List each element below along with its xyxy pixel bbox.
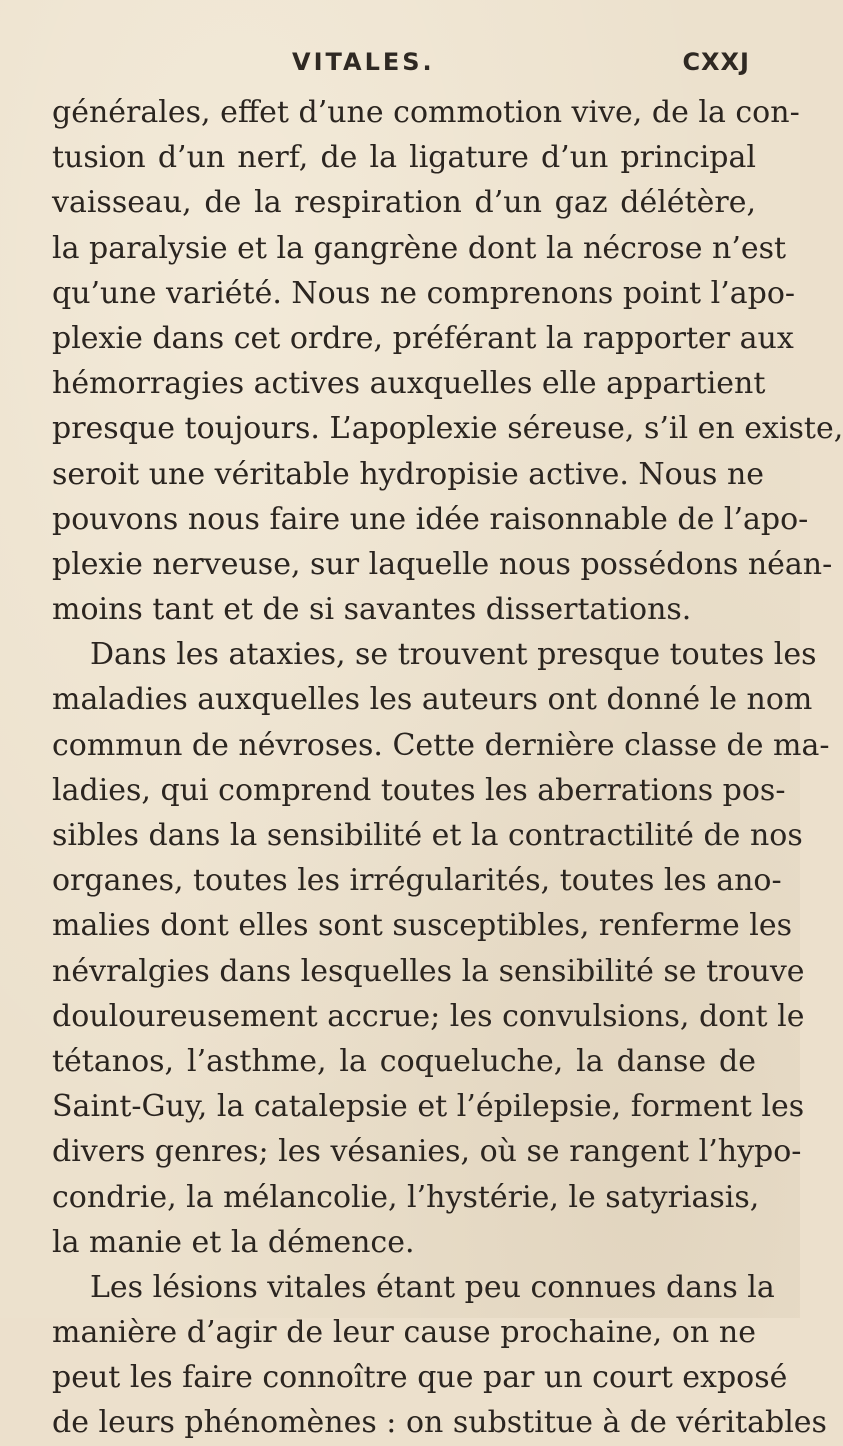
body-text — [52, 90, 843, 1446]
text-line: presque toujours. L’apoplexie séreuse, s’il en existe, — [52, 411, 843, 447]
text-line: vaisseau, de la respiration d’un gaz délétère, — [52, 185, 756, 221]
text-line: tusion d’un nerf, de la ligature d’un principal — [52, 140, 756, 176]
text-line: douloureusement accrue; les convulsions, dont le — [52, 998, 805, 1034]
text-line: organes, toutes les irrégularités, toutes les ano- — [52, 863, 782, 899]
text-line: manière d’agir de leur cause prochaine, on ne — [52, 1315, 756, 1351]
text-line: moins tant et de si savantes dissertations. — [52, 592, 692, 628]
text-line: maladies auxquelles les auteurs ont donné le nom — [52, 682, 813, 718]
text-line: condrie, la mélancolie, l’hystérie, le satyriasis, — [52, 1179, 760, 1215]
running-title: VITALES. — [292, 48, 435, 76]
text-line: malies dont elles sont susceptibles, renferme les — [52, 908, 793, 944]
text-line: générales, effet d’une commotion vive, de la con- — [52, 95, 800, 130]
text-line: plexie dans cet ordre, préférant la rapporter aux — [52, 320, 794, 356]
paragraph-start-line: Les lésions vitales étant peu connues dans la — [90, 1269, 775, 1305]
text-line: de leurs phénomènes : on substitue à de véritables — [52, 1405, 827, 1441]
text-line: divers genres; les vésanies, où se rangent l’hypo- — [52, 1134, 802, 1170]
text-line: ladies, qui comprend toutes les aberrations pos- — [52, 772, 786, 808]
text-line: sibles dans la sensibilité et la contractilité de nos — [52, 818, 803, 853]
paragraph-start-line: Dans les ataxies, se trouvent presque toutes les — [90, 637, 817, 673]
text-line: commun de névroses. Cette dernière classe de ma- — [52, 727, 830, 763]
text-line: hémorragies actives auxquelles elle appartient — [52, 366, 766, 402]
text-line: névralgies dans lesquelles la sensibilité se trouve — [52, 953, 805, 989]
text-line: pouvons nous faire une idée raisonnable de l’apo- — [52, 501, 809, 537]
text-line: qu’une variété. Nous ne comprenons point l’apo- — [52, 275, 796, 311]
text-line: la manie et la démence. — [52, 1224, 415, 1260]
text-line: seroit une véritable hydropisie active. Nous ne — [52, 456, 765, 492]
page-number: CXXJ — [682, 48, 750, 76]
text-line: la paralysie et la gangrène dont la nécrose n’est — [52, 230, 787, 266]
text-line: tétanos, l’asthme, la coqueluche, la danse de — [52, 1043, 756, 1079]
running-header — [52, 48, 756, 82]
text-line: Saint-Guy, la catalepsie et l’épilepsie, forment les — [52, 1089, 805, 1125]
text-line: peut les faire connoître que par un court exposé — [52, 1360, 788, 1396]
text-line: plexie nerveuse, sur laquelle nous possédons néan- — [52, 546, 833, 582]
